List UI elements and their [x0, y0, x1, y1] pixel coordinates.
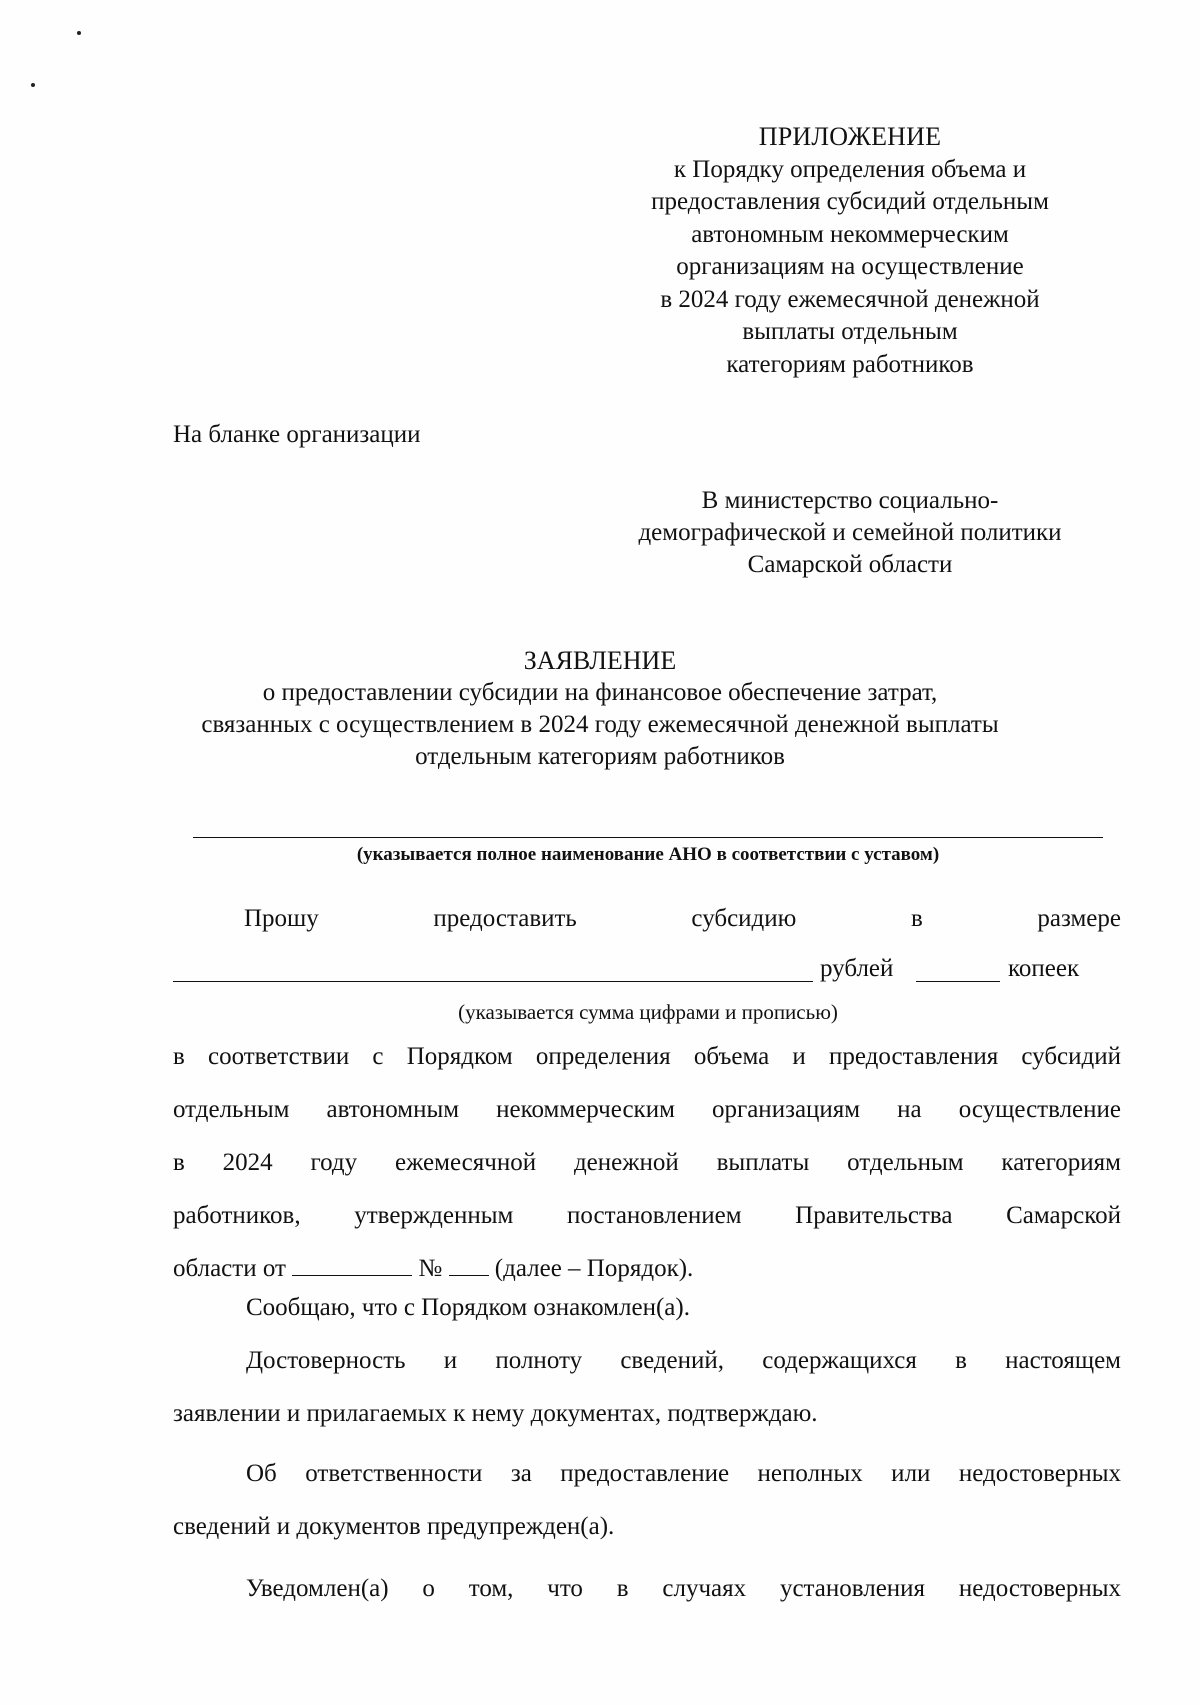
text-line: сведений и документов предупрежден(а). [173, 1513, 615, 1540]
rubles-label: рублей [820, 955, 894, 982]
appendix-line: в 2024 году ежемесячной денежной [660, 285, 1040, 313]
statement-subtitle-line: связанных с осуществлением в 2024 году ежемесячной денежной выплаты [201, 711, 999, 738]
request-word: предоставить [433, 905, 577, 932]
paragraph-notified [173, 1562, 1121, 1615]
appendix-line: к Порядку определения объема и [673, 155, 1027, 183]
paragraph-responsibility [173, 1447, 1121, 1553]
kopecks-label: копеек [1008, 955, 1080, 982]
appendix-line: выплаты отдельным [742, 318, 958, 345]
paragraph-acquainted [173, 1281, 1121, 1334]
scan-speck [31, 83, 35, 87]
appendix-line: предоставления субсидий отдельным [651, 188, 1049, 215]
sum-line [173, 953, 1121, 985]
text-line: Уведомлен(а) о том, что в случаях установления недостоверных [246, 1575, 1121, 1602]
text-line: работников, утвержденным постановлением Правительства Самарской [173, 1202, 1121, 1229]
addressee-block [620, 485, 1080, 581]
request-word: субсидию [691, 905, 797, 932]
scan-speck [77, 31, 81, 35]
request-word: Прошу [244, 905, 319, 932]
paragraph-procedure [173, 1030, 1121, 1295]
addressee-line: Самарской области [747, 551, 953, 578]
statement-heading [150, 645, 1050, 773]
appendix-line: организациям на осуществление [676, 253, 1024, 280]
statement-subtitle-line: отдельным категориям работников [415, 743, 785, 770]
kopecks-amount-field[interactable] [916, 981, 1000, 982]
text-line: Сообщаю, что с Порядком ознакомлен(а). [246, 1294, 690, 1321]
paragraph-reliability [173, 1334, 1121, 1440]
org-name-hint: (указывается полное наименование АНО в соответствии с уставом) [356, 844, 940, 865]
org-name-field[interactable] [193, 837, 1103, 838]
text-line: в соответствии с Порядком определения объема и предоставления субсидий [173, 1043, 1121, 1070]
request-word: размере [1037, 905, 1121, 932]
letterhead-note: На бланке организации [173, 421, 421, 448]
text-line: Достоверность и полноту сведений, содержащихся в настоящем [246, 1347, 1121, 1374]
addressee-line: В министерство социально- [701, 487, 999, 514]
statement-subtitle-line: о предоставлении субсидии на финансовое обеспечение затрат, [262, 679, 938, 706]
appendix-line: автономным некоммерческим [691, 220, 1009, 248]
request-line [173, 903, 1121, 935]
text-line: Об ответственности за предоставление неполных или недостоверных [246, 1460, 1121, 1487]
resolution-number-field[interactable] [449, 1253, 489, 1276]
appendix-line: категориям работников [726, 350, 974, 378]
appendix-title: ПРИЛОЖЕНИЕ [758, 122, 942, 151]
rubles-amount-field[interactable] [173, 981, 813, 982]
text-fragment: области от [173, 1255, 286, 1282]
text-line: в 2024 году ежемесячной денежной выплаты отдельным категориям [173, 1149, 1121, 1176]
text-line: заявлении и прилагаемых к нему документах, подтверждаю. [173, 1400, 818, 1427]
resolution-date-field[interactable] [292, 1253, 412, 1276]
statement-title: ЗАЯВЛЕНИЕ [523, 646, 677, 675]
number-sign: № [418, 1255, 443, 1282]
text-fragment: (далее – Порядок). [494, 1255, 694, 1282]
request-word: в [910, 905, 923, 932]
text-line: отдельным автономным некоммерческим организациям на осуществление [173, 1096, 1121, 1123]
appendix-block [620, 121, 1080, 381]
sum-hint: (указывается сумма цифрами и прописью) [458, 1000, 838, 1024]
addressee-line: демографической и семейной политики [638, 519, 1062, 546]
